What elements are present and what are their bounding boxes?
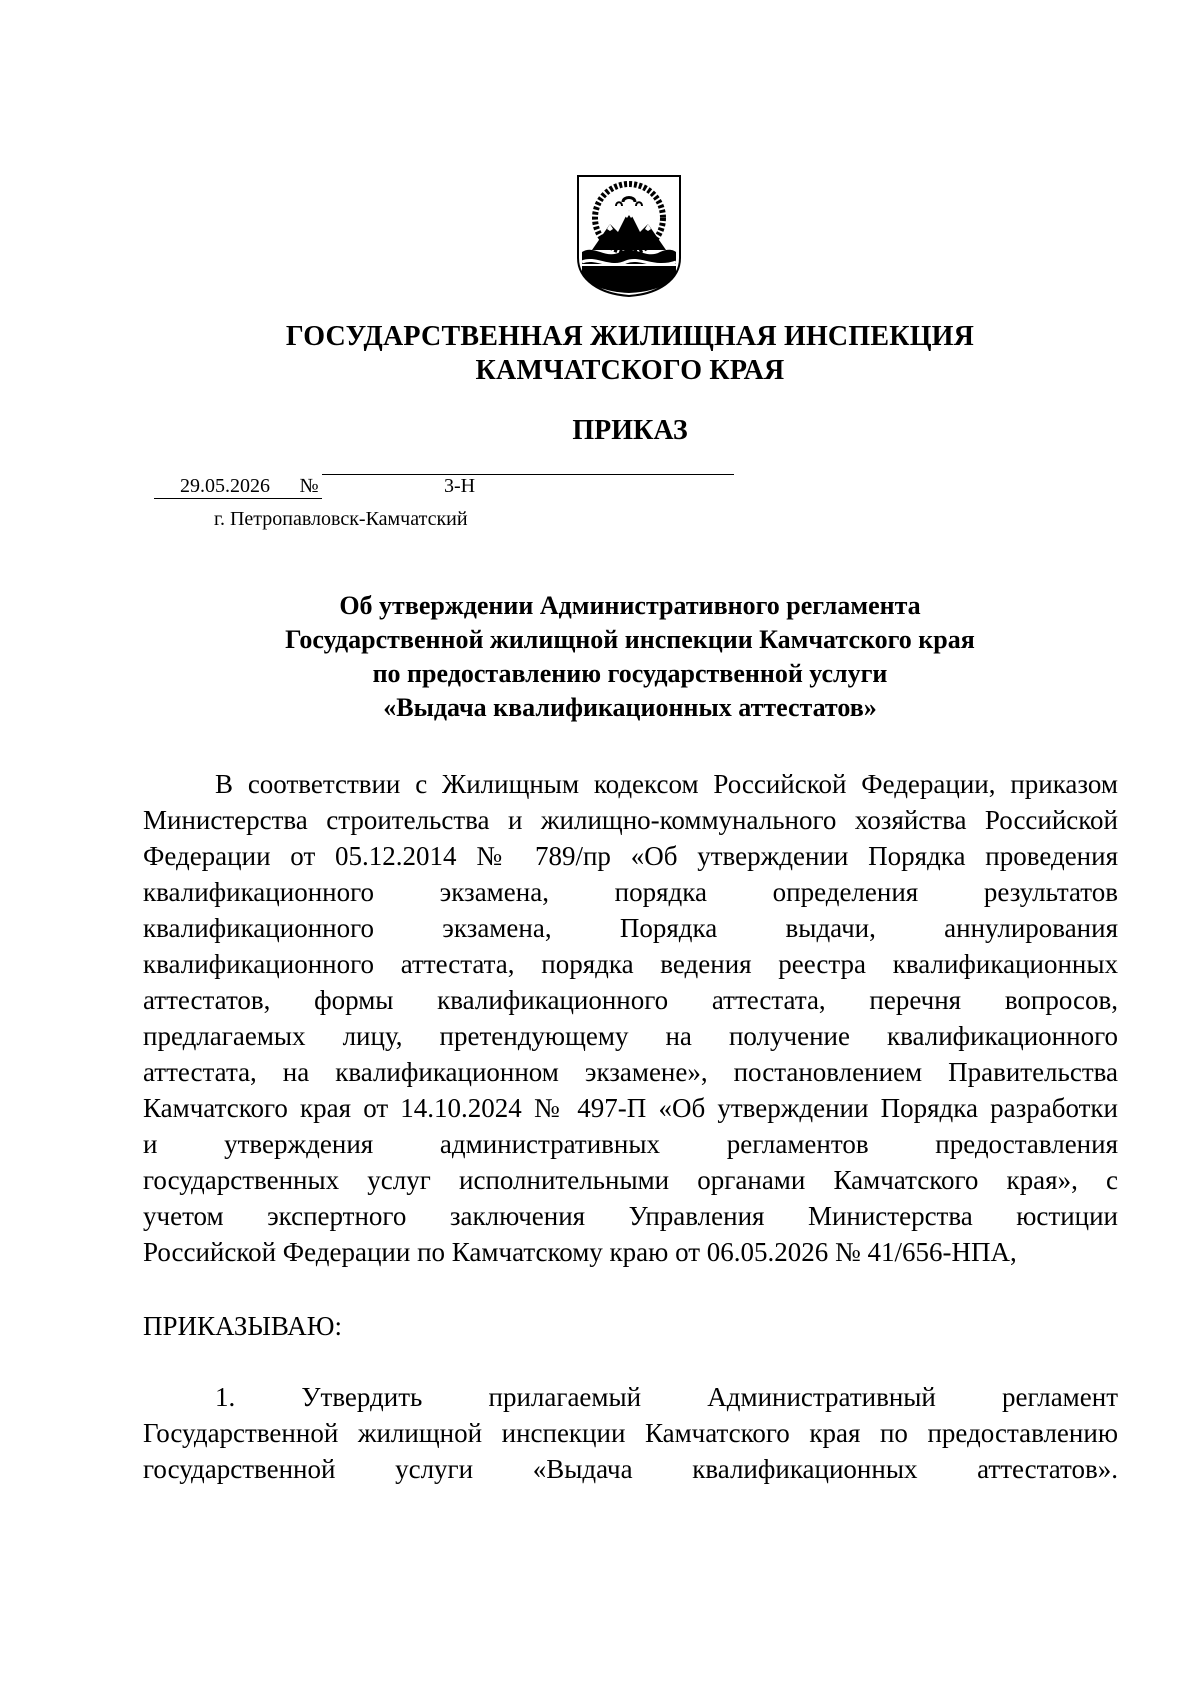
subject-line: «Выдача квалификационных аттестатов»: [383, 693, 877, 722]
document-subject: [200, 589, 1060, 725]
document-type: ПРИКАЗ: [572, 415, 688, 446]
subject-line: по предоставлению государственной услуги: [372, 659, 888, 688]
preamble-line: аттестатов, формы квалификационного аттестата, перечня вопросов,: [143, 985, 1118, 1015]
subject-line: Государственной жилищной инспекции Камчатского края: [285, 625, 975, 654]
preamble-line: квалификационного аттестата, порядка ведения реестра квалификационных: [143, 949, 1118, 979]
preamble-line: Российской Федерации по Камчатскому краю от 06.05.2026 № 41/656-НПА,: [143, 1237, 1017, 1267]
item-line: 1. Утвердить прилагаемый Административный регламент: [215, 1382, 1118, 1412]
preamble-line: квалификационного экзамена, порядка определения результатов: [143, 877, 1118, 907]
preamble-line: аттестата, на квалификационном экзамене», постановлением Правительства: [143, 1057, 1118, 1087]
kamchatka-coat-of-arms-icon: [576, 174, 682, 298]
preamble-line: Камчатского края от 14.10.2024 № 497-П «Об утверждении Порядка разработки: [143, 1093, 1118, 1123]
city-name: г. Петропавловск-Камчатский: [214, 508, 468, 530]
preamble-line: учетом экспертного заключения Управления Министерства юстиции: [143, 1201, 1118, 1231]
order-number: 3-Н: [444, 475, 476, 497]
preamble-paragraph: [143, 766, 1118, 1270]
subject-line: Об утверждении Административного регламента: [339, 591, 921, 620]
preamble-line: квалификационного экзамена, Порядка выдачи, аннулирования: [143, 913, 1118, 943]
order-date: 29.05.2026: [154, 474, 296, 499]
organization-title-line1: ГОСУДАРСТВЕННАЯ ЖИЛИЩНАЯ ИНСПЕКЦИЯ: [285, 321, 975, 352]
preamble-line: В соответствии с Жилищным кодексом Российской Федерации, приказом: [215, 769, 1118, 799]
preamble-line: Федерации от 05.12.2014 № 789/пр «Об утверждении Порядка проведения: [143, 841, 1118, 871]
item-line: Государственной жилищной инспекции Камчатского края по предоставлению: [143, 1418, 1118, 1448]
organization-title-line2: КАМЧАТСКОГО КРАЯ: [475, 355, 785, 386]
order-word: ПРИКАЗЫВАЮ:: [143, 1311, 342, 1341]
preamble-line: предлагаемых лицу, претендующему на получение квалификационного: [143, 1021, 1118, 1051]
preamble-line: Министерства строительства и жилищно-коммунального хозяйства Российской: [143, 805, 1118, 835]
number-sign: №: [296, 474, 322, 499]
preamble-line: и утверждения административных регламентов предоставления: [143, 1129, 1118, 1159]
preamble-line: государственных услуг исполнительными органами Камчатского края», с: [143, 1165, 1118, 1195]
item-line: государственной услуги «Выдача квалификационных аттестатов».: [143, 1454, 1118, 1484]
order-item-1: [143, 1379, 1118, 1487]
order-number-field: [322, 474, 734, 497]
